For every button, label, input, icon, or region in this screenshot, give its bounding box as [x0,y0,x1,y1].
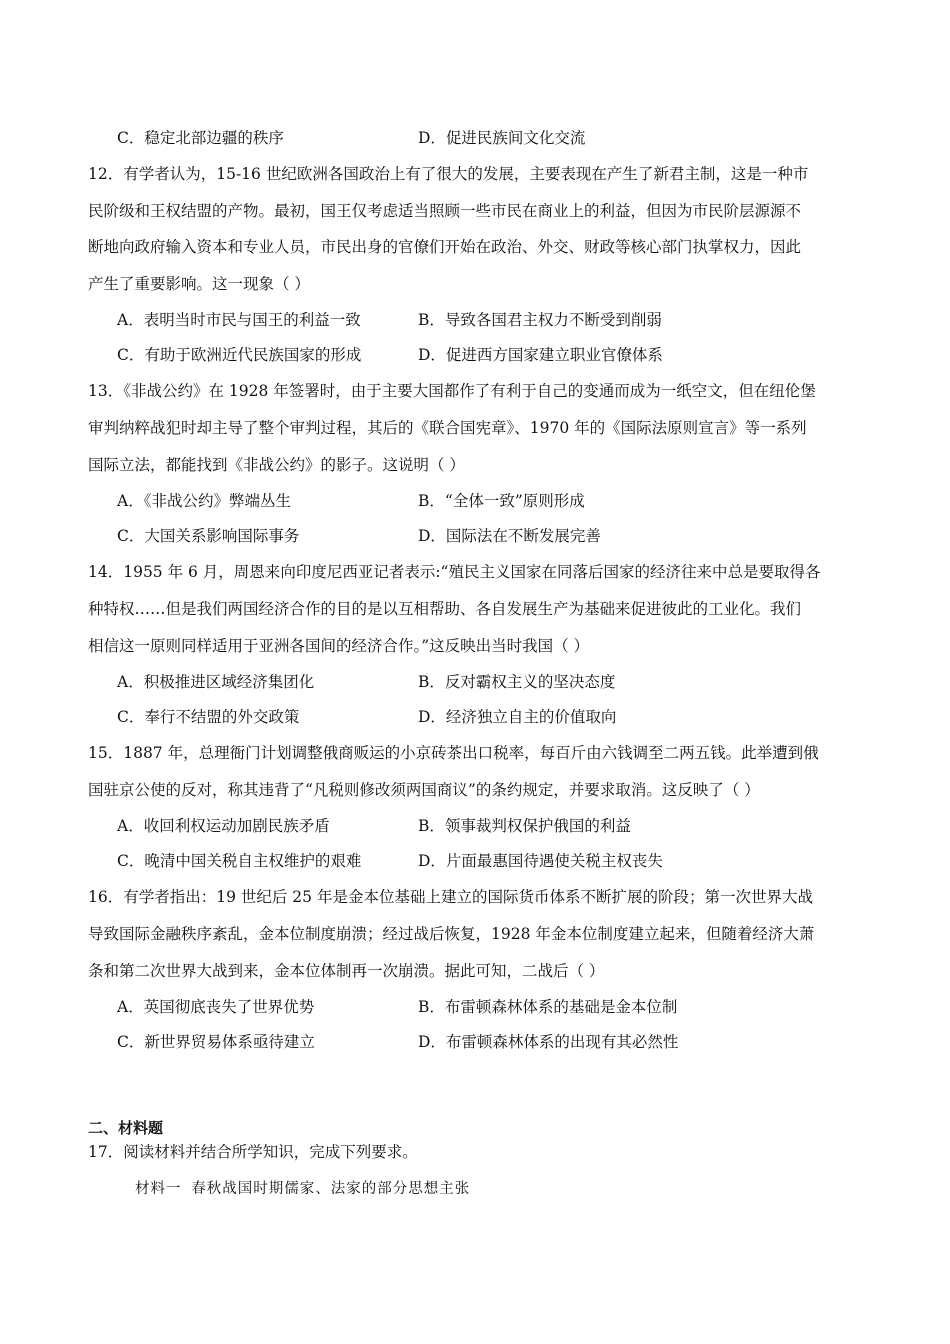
q16-option-d: D．布雷顿森林体系的出现有其必然性 [418,1033,679,1051]
q12-option-d: D．促进西方国家建立职业官僚体系 [418,346,663,364]
q13-stem-line-3: 国际立法，都能找到《非战公约》的影子。这说明（ ） [88,456,465,474]
q14-stem-line-3: 相信这一原则同样适用于亚洲各国间的经济合作。”这反映出当时我国（ ） [88,637,590,655]
q16-stem-line-3: 条和第二次世界大战到来，金本位体制再一次崩溃。据此可知，二战后（ ） [88,962,605,980]
q16-stem-line-1: 16．有学者指出：19 世纪后 25 年是金本位基础上建立的国际货币体系不断扩展的阶段；第一次世界大战 [88,888,813,906]
q13-option-b: B．“全体一致”原则形成 [418,492,585,510]
q15-option-c: C．晚清中国关税自主权维护的艰难 [117,852,362,870]
q12-stem-line-2: 民阶级和王权结盟的产物。最初，国王仅考虑适当照顾一些市民在商业上的利益，但因为市民阶层源源不 [88,202,802,220]
q12-option-c: C．有助于欧洲近代民族国家的形成 [117,346,362,364]
q16-option-a: A．英国彻底丧失了世界优势 [117,998,315,1016]
q11-option-d: D．促进民族间文化交流 [418,129,586,147]
q15-stem-line-2: 国驻京公使的反对，称其违背了“凡税则修改须两国商议”的条约规定，并要求取消。这反映了（ ） [88,781,760,799]
q12-stem-line-3: 断地向政府输入资本和专业人员，市民出身的官僚们开始在政治、外交、财政等核心部门执掌权力，因此 [88,238,802,256]
q12-option-a: A．表明当时市民与国王的利益一致 [117,311,361,329]
q12-option-b: B．导致各国君主权力不断受到削弱 [418,311,662,329]
q13-option-c: C．大国关系影响国际事务 [117,527,300,545]
q16-stem-line-2: 导致国际金融秩序紊乱，金本位制度崩溃；经过战后恢复，1928 年金本位制度建立起来，但随着经济大萧 [88,925,815,943]
q16-option-b: B．布雷顿森林体系的基础是金本位制 [418,998,678,1016]
q15-option-b: B．领事裁判权保护俄国的利益 [418,817,631,835]
q12-stem-line-1: 12．有学者认为，15-16 世纪欧洲各国政治上有了很大的发展，主要表现在产生了新君主制，这是一种市 [88,165,809,183]
material-one-title: 材料一 春秋战国时期儒家、法家的部分思想主张 [135,1181,471,1197]
q12-stem-line-4: 产生了重要影响。这一现象（ ） [88,275,310,293]
q13-stem-line-1: 13．《非战公约》在 1928 年签署时，由于主要大国都作了有利于自己的变通而成为一纸空文，但在纽伦堡 [88,382,816,400]
q14-stem-line-1: 14．1955 年 6 月，周恩来向印度尼西亚记者表示:“殖民主义国家在同落后国家的经济往来中总是要取得各 [88,563,821,581]
section-heading: 二、材料题 [88,1119,164,1137]
q14-option-c: C．奉行不结盟的外交政策 [117,708,300,726]
q13-stem-line-2: 审判纳粹战犯时却主导了整个审判过程，其后的《联合国宪章》、1970 年的《国际法原则宣言》等一系列 [88,419,807,437]
q13-option-a: A．《非战公约》弊端丛生 [117,492,291,510]
q17-stem: 17．阅读材料并结合所学知识，完成下列要求。 [88,1143,418,1161]
q14-option-b: B．反对霸权主义的坚决态度 [418,673,616,691]
q16-option-c: C．新世界贸易体系亟待建立 [117,1033,315,1051]
q15-option-d: D．片面最惠国待遇使关税主权丧失 [418,852,663,870]
q14-stem-line-2: 种特权……但是我们两国经济合作的目的是以互相帮助、各自发展生产为基础来促进彼此的工业化。我们 [88,600,802,618]
q13-option-d: D．国际法在不断发展完善 [418,527,601,545]
q11-option-c: C．稳定北部边疆的秩序 [117,129,284,147]
q14-option-d: D．经济独立自主的价值取向 [418,708,617,726]
q15-option-a: A．收回利权运动加剧民族矛盾 [117,817,330,835]
q15-stem-line-1: 15．1887 年，总理衙门计划调整俄商贩运的小京砖茶出口税率，每百斤由六钱调至二两五钱。此举遭到俄 [88,744,819,762]
q14-option-a: A．积极推进区域经济集团化 [117,673,315,691]
